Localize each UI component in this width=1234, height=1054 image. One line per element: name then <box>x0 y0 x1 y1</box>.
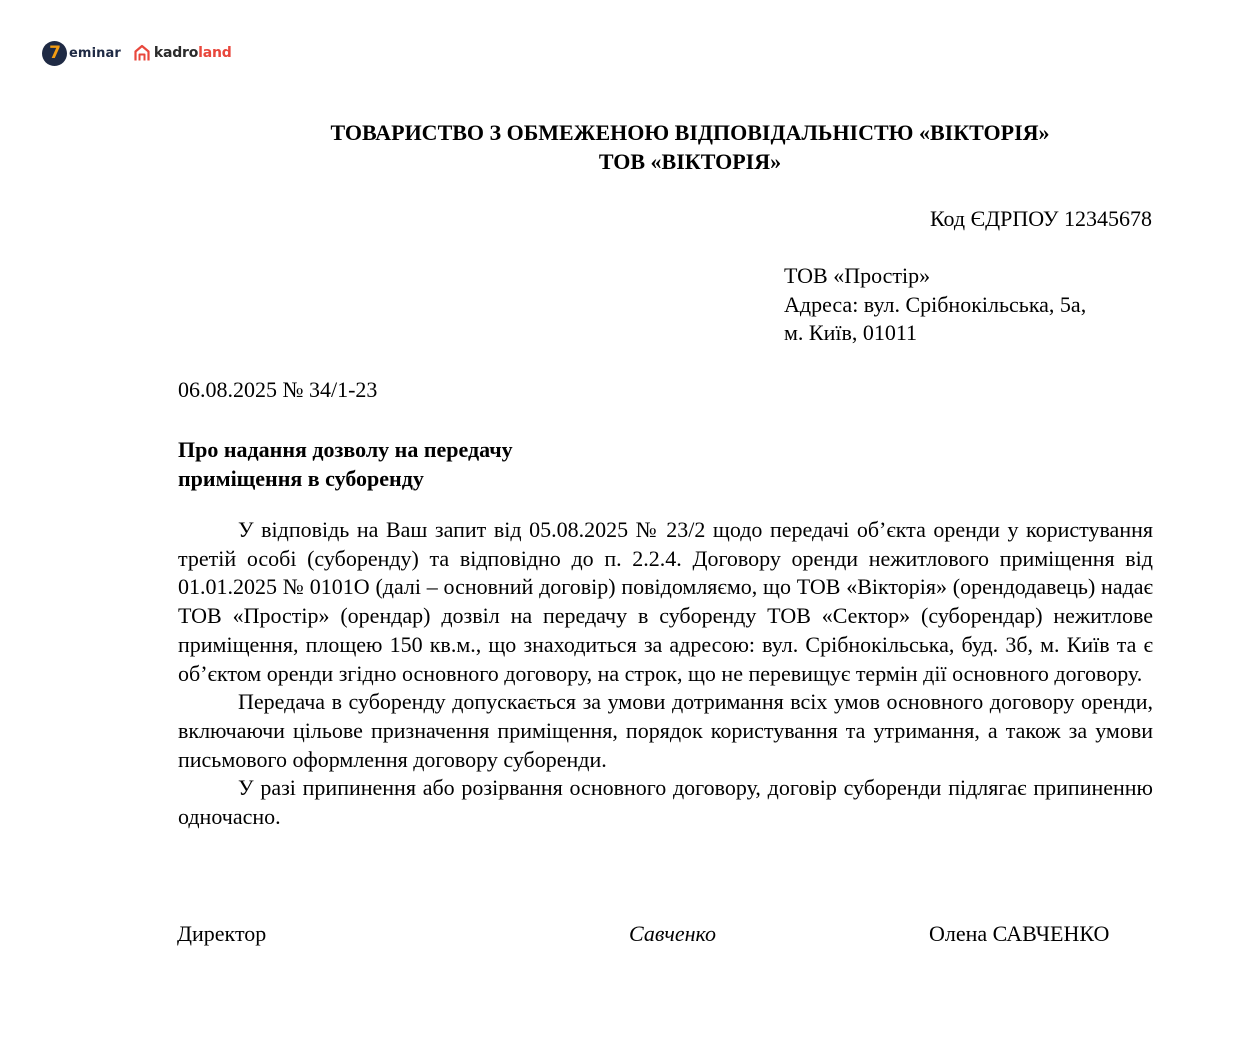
letter-body <box>178 516 1153 832</box>
signer-position: Директор <box>177 921 267 946</box>
body-paragraph-1: У відповідь на Ваш запит від 05.08.2025 № 23/2 щодо передачі об’єкта оренди у користування третій особі (суборенду) та відповідно до п. 2.2.4. Договору оренди нежитлового приміщення від 01.01.2025 № 0101О (далі – основний договір) повідомляємо, що ТОВ «Вікторія» (орендодавець) надає ТОВ «Простір» (орендар) дозвіл на передачу в суборенду ТОВ «Сектор» (суборендар) нежитлове приміщення, площею 150 кв.м., що знаходиться за адресою: вул. Срібнокільська, буд. 3б, м. Київ та є об’єктом оренди згідно основного договору, на строк, що не перевищує термін дії основного договору. <box>178 517 1153 686</box>
handwritten-signature: Савченко <box>629 921 717 946</box>
recipient-address-line1: Адреса: вул. Срібнокільська, 5а, <box>784 291 1087 317</box>
recipient-name: ТОВ «Простір» <box>784 263 931 288</box>
kadroland-text-main: kadro <box>153 45 199 61</box>
kadroland-logo <box>133 44 232 62</box>
kadroland-text-accent: land <box>198 45 232 61</box>
seminar-logo <box>42 41 121 66</box>
subject-line2: приміщення в суборенду <box>178 466 424 491</box>
body-paragraph-2: Передача в суборенду допускається за умови дотримання всіх умов основного договору оренди, включаючи цільове призначення приміщення, порядок користування та утримання, а також за умови письмового оформлення договору суборенди. <box>178 689 1153 772</box>
body-paragraph-3: У разі припинення або розірвання основного договору, договір суборенди підлягає припиненню одночасно. <box>178 775 1153 830</box>
letter-reference: 06.08.2025 № 34/1-23 <box>178 377 378 402</box>
organization-full-name: ТОВАРИСТВО З ОБМЕЖЕНОЮ ВІДПОВІДАЛЬНІСТЮ «ВІКТОРІЯ» <box>330 120 1050 145</box>
signer-full-name: Олена САВЧЕНКО <box>929 921 1110 946</box>
seminar-number: 7 <box>49 42 61 63</box>
header-logos <box>42 38 232 68</box>
subject-line1: Про надання дозволу на передачу <box>178 437 513 462</box>
organization-short-name: ТОВ «ВІКТОРІЯ» <box>598 149 782 174</box>
seminar-text: eminar <box>69 45 121 61</box>
kadroland-text <box>154 45 232 61</box>
kadroland-house-icon <box>133 44 151 62</box>
edrpou-code: Код ЄДРПОУ 12345678 <box>929 206 1152 231</box>
letter-subject <box>178 435 513 493</box>
seminar-badge-icon <box>42 41 67 66</box>
recipient-address-line2: м. Київ, 01011 <box>784 320 918 345</box>
recipient-block <box>784 262 1086 348</box>
